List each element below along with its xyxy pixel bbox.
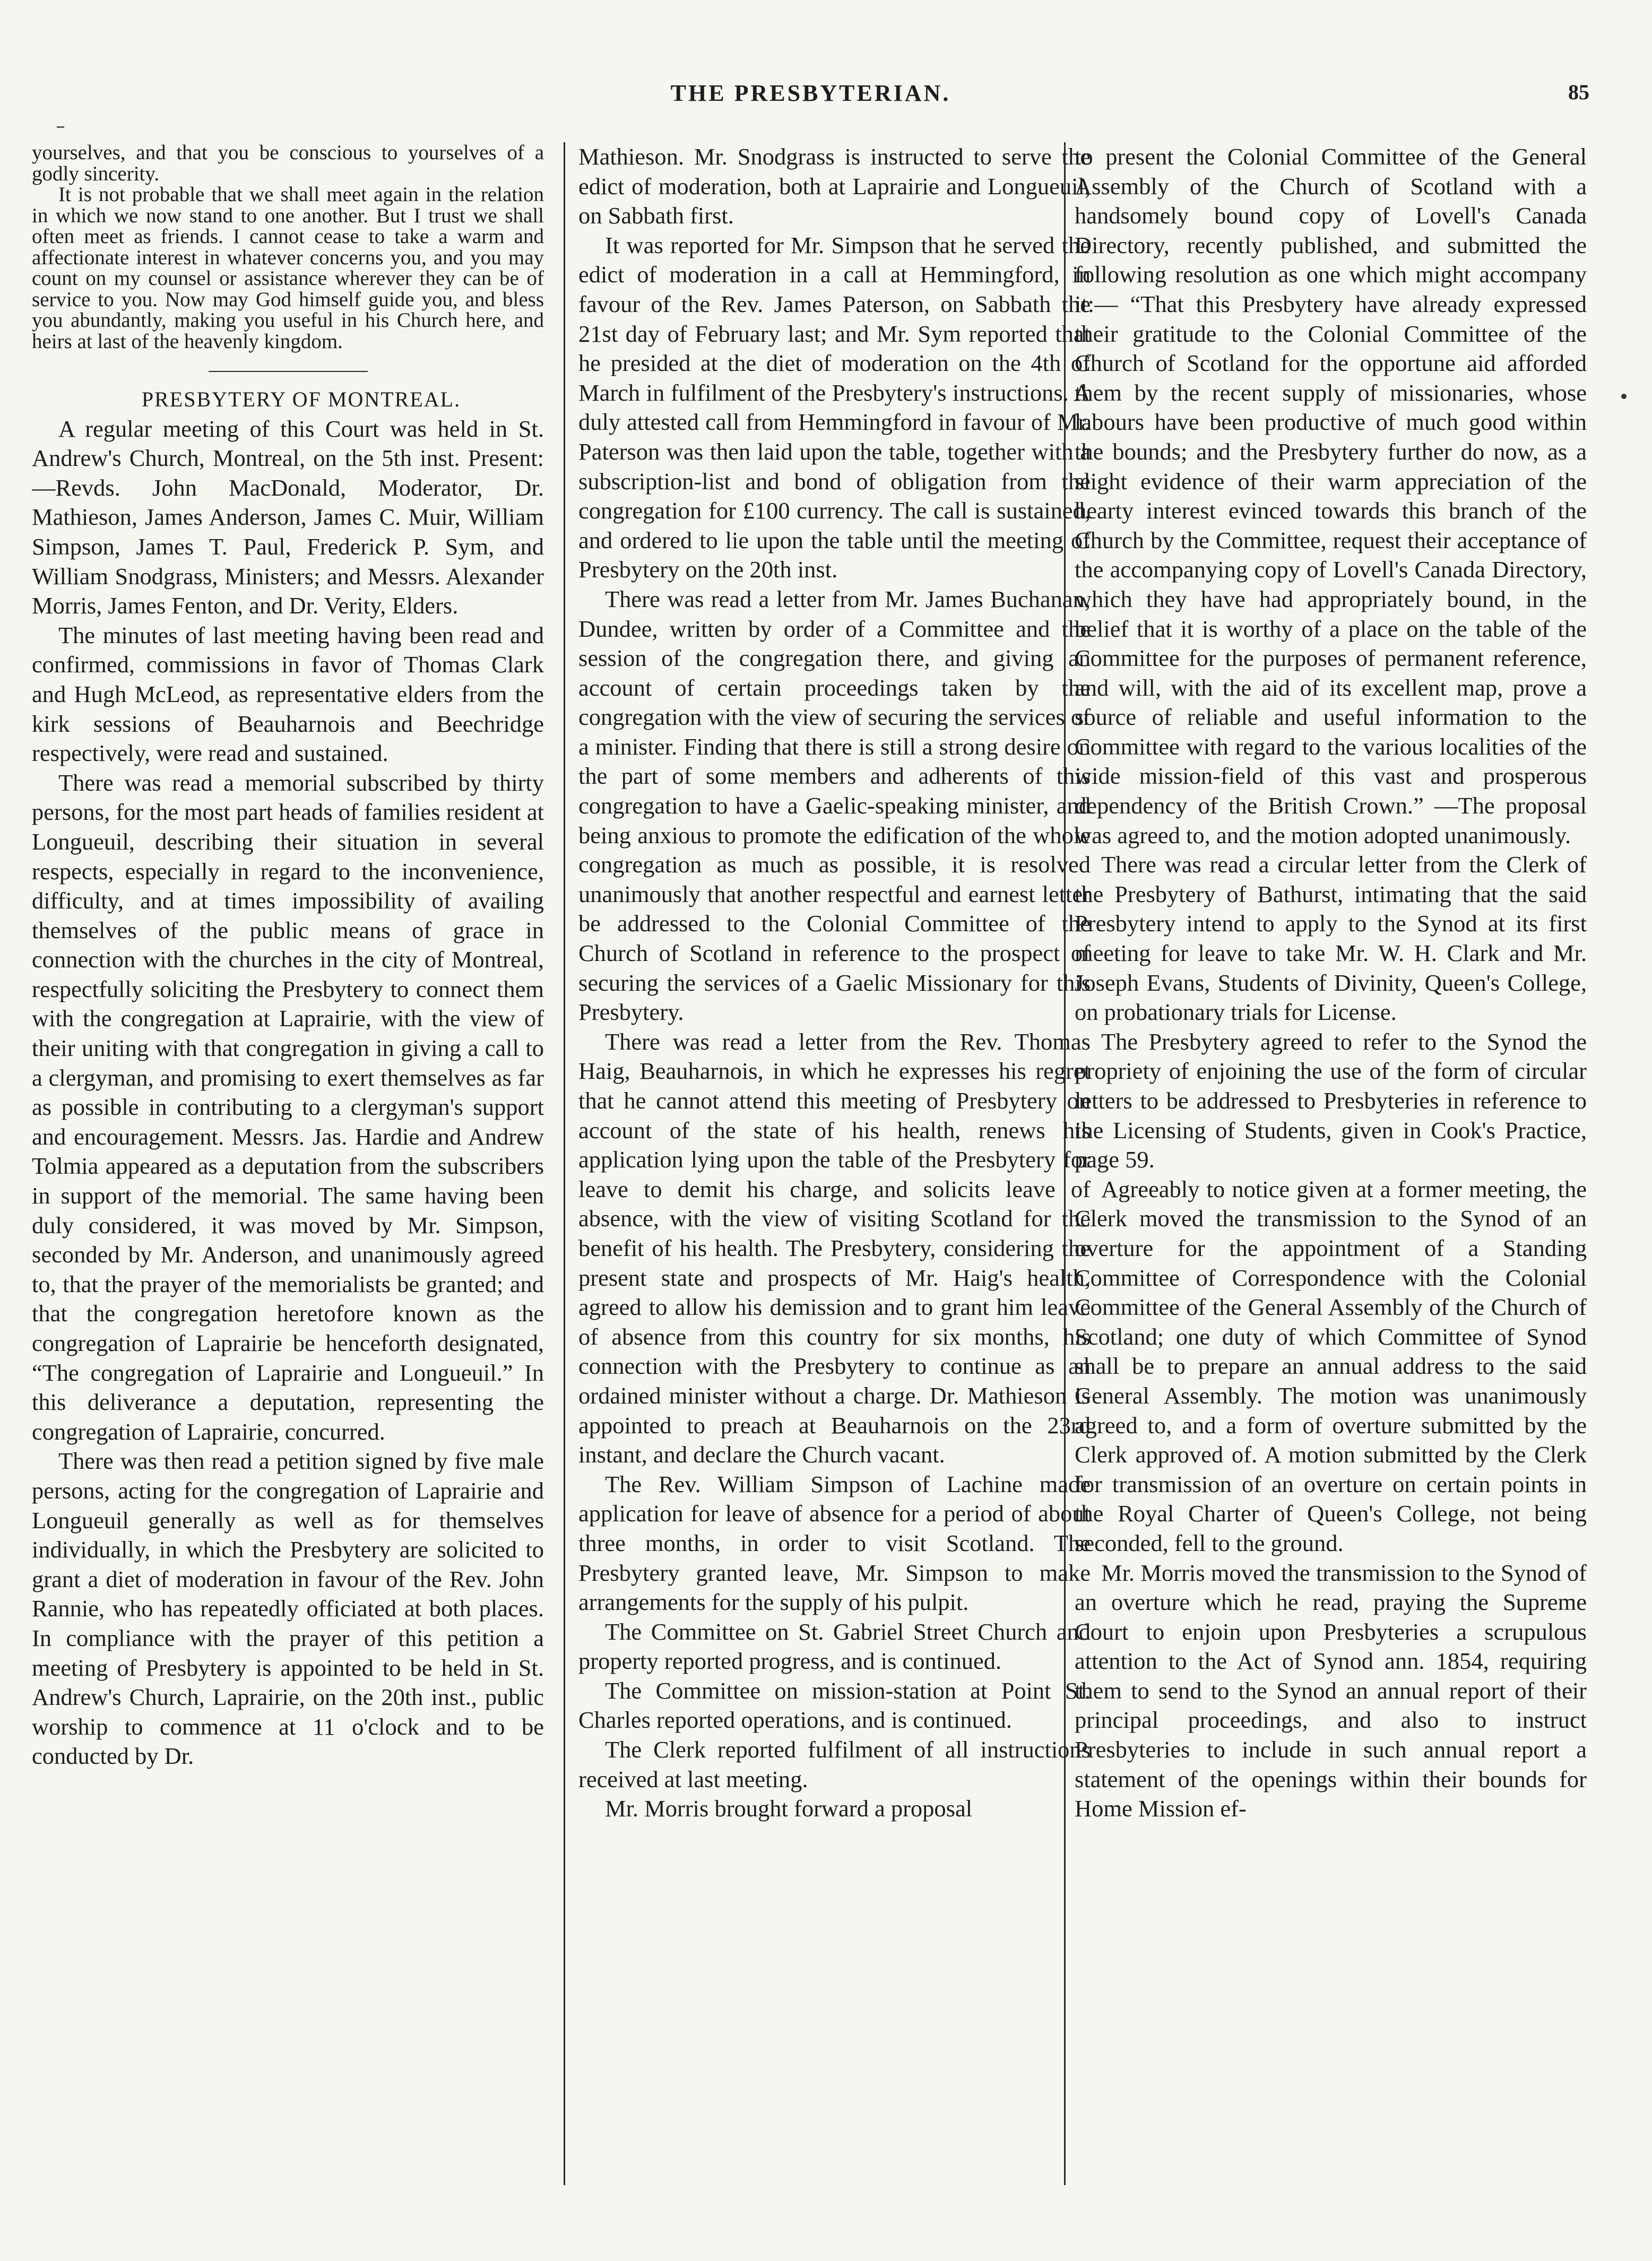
- paragraph: It is not probable that we shall meet again in the relation in which we now stand to one another. But I trust we shall often meet as friends. I cannot cease to take a warm and affectionate interest in whatever concerns you, and you may count on my counsel or assistance wherever they can be of service to you. Now may God himself guide you, and bless you abundantly, making you useful in his Church here, and heirs at last of the heavenly kingdom.: [32, 183, 544, 353]
- paragraph: There was read a memorial subscribed by thirty persons, for the most part heads of families resident at Longueuil, describing their situation in several respects, especially in regard to the inconvenience, difficulty, and at times impossibility of availing themselves of the public means of grace in connection with the churches in the city of Montreal, respectfully soliciting the Presbytery to connect them with the congregation at Laprairie, with the view of their uniting with that congregation in giving a call to a clergyman, and promising to exert themselves as far as possible in contributing to a clergyman's support and encouragement. Messrs. Jas. Hardie and Andrew Tolmia appeared as a deputation from the subscribers in support of the memorial. The same having been duly considered, it was moved by Mr. Simpson, seconded by Mr. Anderson, and unanimously agreed to, that the prayer of the memorialists be granted; and that the congregation heretofore known as the congregation of Laprairie be henceforth designated, “The congregation of Laprairie and Longueuil.” In this deliverance a deputation, representing the congregation of Laprairie, concurred.: [32, 769, 544, 1445]
- paragraph: There was then read a petition signed by five male persons, acting for the congregation of Laprairie and Longueuil generally as well as for themselves individually, in which the Presbytery are solicited to grant a diet of moderation in favour of the Rev. John Rannie, who has repeatedly officiated at both places. In compliance with the prayer of this petition a meeting of Presbytery is appointed to be held in St. Andrew's Church, Laprairie, on the 20th inst., public worship to commence at 11 o'clock and to be conducted by Dr.: [32, 1448, 544, 1770]
- paragraph: The Committee on mission-station at Point St. Charles reported operations, and is continued.: [578, 1677, 1091, 1734]
- paragraph: The Clerk reported fulfilment of all instructions received at last meeting.: [578, 1736, 1091, 1792]
- paragraph: There was read a letter from Mr. James Buchanan, Dundee, written by order of a Committee and the session of the congregation there, and giving an account of certain proceedings taken by the congregation with the view of securing the services of a minister. Finding that there is still a strong desire on the part of some members and adherents of this congregation to have a Gaelic-speaking minister, and being anxious to promote the edification of the whole congregation as much as possible, it is resolved unanimously that another respectful and earnest letter be addressed to the Colonial Committee of the Church of Scotland in reference to the prospect of securing the services of a Gaelic Missionary for this Presbytery.: [578, 585, 1091, 1026]
- paragraph: yourselves, and that you be conscious to yourselves of a godly sincerity.: [32, 142, 544, 185]
- paragraph: The Rev. William Simpson of Lachine made application for leave of absence for a period of about three months, in order to visit Scotland. The Presbytery granted leave, Mr. Simpson to make arrangements for the supply of his pulpit.: [578, 1470, 1091, 1616]
- paragraph: to present the Colonial Committee of the General Assembly of the Church of Scotland with a handsomely bound copy of Lovell's Canada Directory, recently published, and submitted the following resolution as one which might accompany it:— “That this Presbytery have already expressed their gratitude to the Colonial Committee of the Church of Scotland for the opportune aid afforded them by the recent supply of missionaries, whose labours have been productive of much good within the bounds; and the Presbytery further do now, as a slight evidence of their warm appreciation of the hearty interest evinced towards this branch of the Church by the Committee, request their acceptance of the accompanying copy of Lovell's Canada Directory, which they have had appropriately bound, in the belief that it is worthy of a place on the table of the Committee for the purposes of permanent reference, and will, with the aid of its excellent map, prove a source of reliable and useful information to the Committee with regard to the various localities of the wide mission-field of this vast and prosperous dependency of the British Crown.” —The proposal was agreed to, and the motion adopted unanimously.: [1075, 143, 1587, 848]
- section-divider: [209, 371, 368, 372]
- page-title: THE PRESBYTERIAN.: [670, 80, 951, 106]
- column-middle: [578, 142, 1091, 2185]
- page-number: 85: [1568, 80, 1589, 104]
- paragraph: The Committee on St. Gabriel Street Church and property reported progress, and is continued.: [578, 1618, 1091, 1675]
- ink-speck: [1621, 394, 1627, 399]
- column-rule-left: [564, 142, 565, 2185]
- paragraph: There was read a letter from the Rev. Thomas Haig, Beauharnois, in which he expresses his regret that he cannot attend this meeting of Presbytery on account of the state of his health, renews his application lying upon the table of the Presbytery for leave to demit his charge, and solicits leave of absence, with the view of visiting Scotland for the benefit of his health. The Presbytery, considering the present state and prospects of Mr. Haig's health, agreed to allow his demission and to grant him leave of absence from this country for six months, his connection with the Presbytery to continue as an ordained minister without a charge. Dr. Mathieson is appointed to preach at Beauharnois on the 23rd instant, and declare the Church vacant.: [578, 1028, 1091, 1468]
- section-heading: PRESBYTERY OF MONTREAL.: [141, 387, 461, 411]
- sermon-ending: [32, 142, 544, 352]
- paragraph: There was read a circular letter from the Clerk of the Presbytery of Bathurst, intimating that the said Presbytery intend to apply to the Synod at its first meeting for leave to take Mr. W. H. Clark and Mr. Joseph Evans, Students of Divinity, Queen's College, on probationary trials for License.: [1075, 851, 1587, 1026]
- header-mark: [57, 126, 64, 128]
- paragraph: Mr. Morris moved the transmission to the Synod of an overture which he read, praying the Supreme Court to enjoin upon Presbyteries a scrupulous attention to the Act of Synod ann. 1854, requiring them to send to the Synod an annual report of their principal proceedings, and also to instruct Presbyteries to include in such annual report a statement of the openings within their bounds for Home Mission ef-: [1075, 1559, 1587, 1822]
- paragraph: Agreeably to notice given at a former meeting, the Clerk moved the transmission to the Synod of an overture for the appointment of a Standing Committee of Correspondence with the Colonial Committee of the General Assembly of the Church of Scotland; one duty of which Committee of Synod shall be to prepare an annual address to the said General Assembly. The motion was unanimously agreed to, and a form of overture submitted by the Clerk approved of. A motion submitted by the Clerk for transmission of an overture on certain points in the Royal Charter of Queen's College, not being seconded, fell to the ground.: [1075, 1175, 1587, 1556]
- paragraph: The minutes of last meeting having been read and confirmed, commissions in favor of Thomas Clark and Hugh McLeod, as representative elders from the kirk sessions of Beauharnois and Beechridge respectively, were read and sustained.: [32, 621, 544, 767]
- column-left: [32, 142, 544, 2185]
- paragraph: Mr. Morris brought forward a proposal: [605, 1795, 973, 1822]
- page-header: [32, 80, 1589, 122]
- paragraph: It was reported for Mr. Simpson that he served the edict of moderation in a call at Hemmingford, in favour of the Rev. James Paterson, on Sabbath the 21st day of February last; and Mr. Sym reported that he presided at the diet of moderation on the 4th of March in fulfilment of the Presbytery's instructions. A duly attested call from Hemmingford in favour of Mr. Paterson was then laid upon the table, together with a subscription-list and bond of obligation from the congregation for £100 currency. The call is sustained, and ordered to lie upon the table until the meeting of Presbytery on the 20th inst.: [578, 231, 1091, 583]
- paragraph: The Presbytery agreed to refer to the Synod the propriety of enjoining the use of the form of circular letters to be addressed to Presbyteries in reference to the Licensing of Students, given in Cook's Practice, page 59.: [1075, 1028, 1587, 1173]
- paragraph: A regular meeting of this Court was held in St. Andrew's Church, Montreal, on the 5th inst. Present:—Revds. John MacDonald, Moderator, Dr. Mathieson, James Anderson, James C. Muir, William Simpson, James T. Paul, Frederick P. Sym, and William Snodgrass, Ministers; and Messrs. Alexander Morris, James Fenton, and Dr. Verity, Elders.: [32, 415, 544, 619]
- paragraph: Mathieson. Mr. Snodgrass is instructed to serve the edict of moderation, both at Laprairie and Longueuil, on Sabbath first.: [578, 143, 1091, 229]
- column-right: [1075, 142, 1587, 2185]
